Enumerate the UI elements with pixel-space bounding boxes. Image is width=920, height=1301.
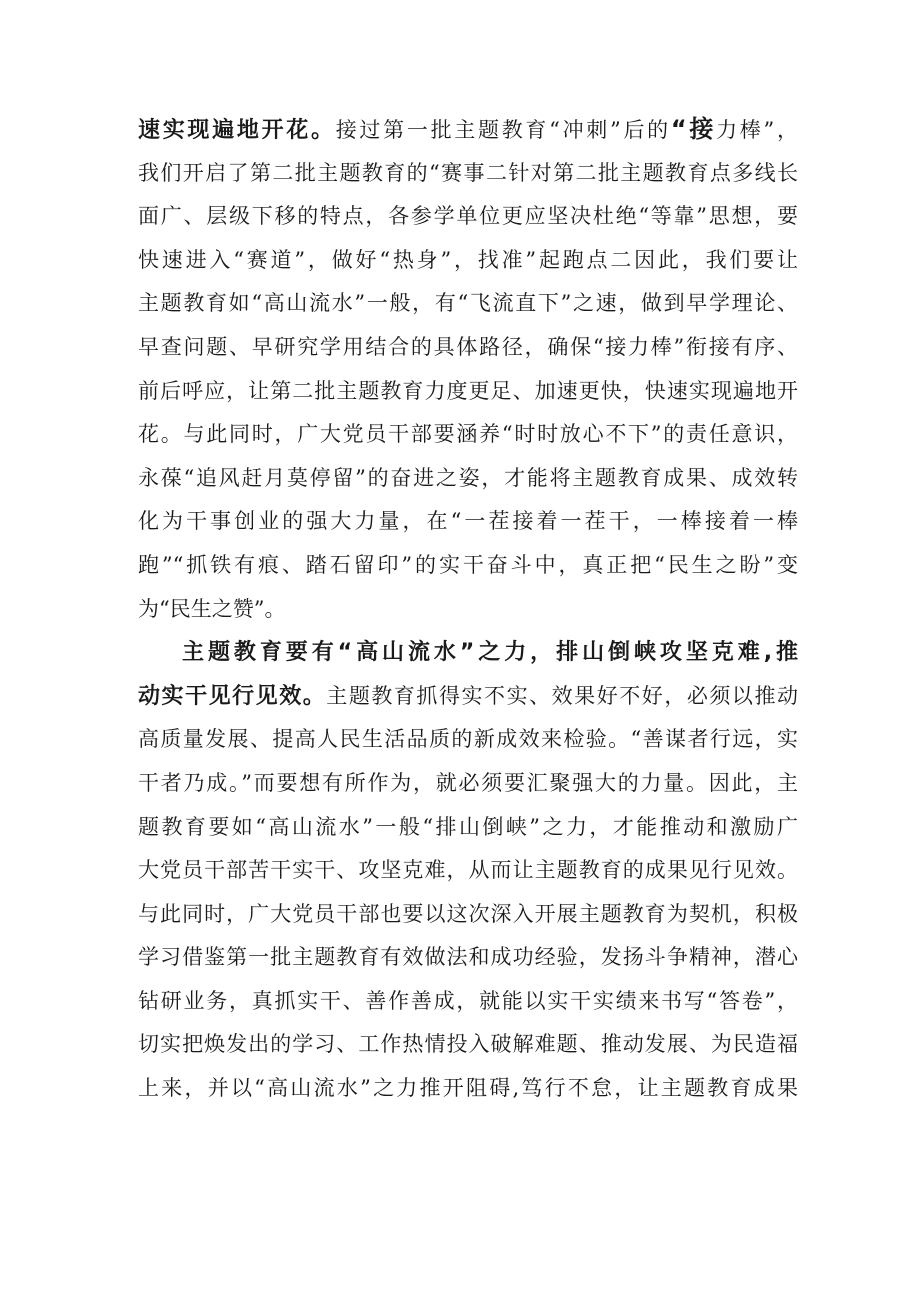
paragraph-1-line-4: 快速进入“赛道”，做好“热身”，找准”起跑点二因此，我们要让 [138,247,798,272]
paragraph-2-line-5: 题教育要如“高山流水”一般“排山倒峡”之力，才能推动和激励广 [138,814,798,839]
paragraph-2-line-8: 学习借鉴第一批主题教育有效做法和成功经验，发扬斗争精神，潜心 [138,945,798,970]
text-run: 力棒”， [716,118,798,142]
bold-phrase: 速实现遍地开花。 [138,118,336,143]
paragraph-1 [138,108,798,631]
paragraph-1-line-11: 跑”“抓铁有痕、踏石留印”的实干奋斗中，真正把“民生之盼”变 [138,552,798,577]
paragraph-2-line-7: 与此同时，广大党员干部也要以这次深入开展主题教育为契机，积极 [138,901,798,926]
paragraph-2-heading-line-1: 主题教育要有“高山流水”之力，排山倒峡攻坚克难,推 [182,640,798,666]
paragraph-1-line-3: 面广、层级下移的特点，各参学单位更应坚决杜绝“等靠”思想，要 [138,204,798,229]
paragraph-2-line-10: 切实把焕发出的学习、工作热情投入破解难题、推动发展、为民造福 [138,1032,798,1057]
paragraph-2-line-2 [138,675,798,719]
paragraph-1-line-1 [138,108,798,152]
paragraph-1-line-10: 化为干事创业的强大力量，在“一茬接着一茬干，一棒接着一棒 [138,509,798,534]
paragraph-2-line-6: 大党员干部苦干实干、攻坚克难，从而让主题教育的成果见行见效。 [138,858,798,883]
paragraph-1-line-5: 主题教育如“高山流水”一般，有“飞流直下”之速，做到早学理论、 [138,291,798,316]
paragraph-2 [138,631,798,1111]
paragraph-1-line-6: 早查问题、早研究学用结合的具体路径，确保“接力棒”衔接有序、 [138,334,798,359]
paragraph-1-line-7: 前后呼应，让第二批主题教育力度更足、加速更快，快速实现遍地开 [138,378,798,403]
paragraph-2-line-3: 高质量发展、提高人民生活品质的新成效来检验。“善谋者行远，实 [138,727,798,752]
paragraph-2-line-4: 干者乃成。”而要想有所作为，就必须要汇聚强大的力量。因此，主 [138,770,798,795]
text-run: 主题教育抓得实不实、效果好不好，必须以推动 [326,683,798,708]
paragraph-2-line-9: 钻研业务，真抓实干、善作善成，就能以实干实绩来书写“答卷”， [138,988,798,1013]
document-body [138,108,798,1111]
paragraph-2-line-11: 上来，并以“高山流水”之力推开阻碍,笃行不怠，让主题教育成果 [138,1076,798,1101]
text-run: 接过第一批主题教育“冲刺”后的 [335,118,671,142]
bold-phrase: “接 [670,115,717,143]
bold-phrase: 动实干见行见效。 [138,683,327,709]
paragraph-1-line-12: 为“民生之赞”。 [138,596,286,621]
paragraph-1-line-2: 我们开启了第二批主题教育的“赛事二针对第二批主题教育点多线长 [138,160,798,185]
paragraph-1-line-8: 花。与此同时，广大党员干部要涵养“时时放心不下”的责任意识， [138,422,798,447]
paragraph-1-line-9: 永葆“追风赶月莫停留”的奋进之姿，才能将主题教育成果、成效转 [138,465,798,490]
